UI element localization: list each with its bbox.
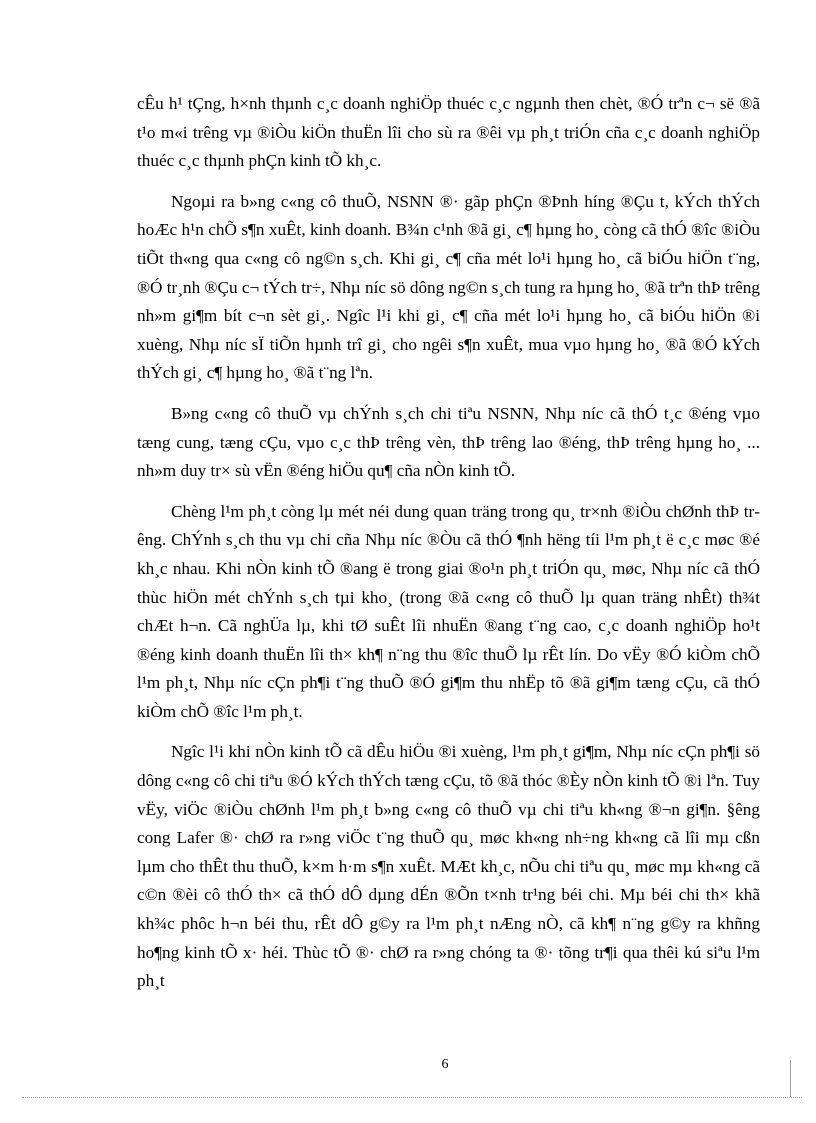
paragraph: B»ng c«ng cô thuÕ vµ chÝnh s¸ch chi tiªu NSNN, Nhµ níc cã thÓ t¸c ®éng vµo tæng cung, tæng cÇu, vµo c¸c thÞ trêng vèn, thÞ trêng lao ®éng, thÞ trêng hµng ho¸ ... nh»m duy tr× sù vËn ®éng hiÖu qu¶ cña nÒn kinh tÕ. (137, 403, 760, 481)
page-edge-divider (22, 1097, 802, 1098)
paragraph: Chèng l¹m ph¸t còng lµ mét néi dung quan träng trong qu¸ tr×nh ®iÒu chØnh thÞ trêng. ChÝnh s¸ch thu vµ chi cña Nhµ níc ®Òu cã thÓ ¶nh hëng tíi l¹m ph¸t ë c¸c møc ®é kh¸c nhau. Khi nÒn kinh tÕ ®ang ë trong giai ®o¹n ph¸t triÓn qu¸ møc, Nhµ níc cã thÓ thùc hiÖn mét chÝnh s¸ch tµi kho¸ (trong ®ã c«ng cô thuÕ lµ quan träng nhÊt) th¾t chÆt h¬n. Cã nghÜa lµ, khi tØ suÊt lîi nhuËn ®ang t¨ng cao, c¸c doanh nghiÖp ho¹t ®éng kinh doanh thuËn lîi th× kh¶ n¨ng thu ®îc thuÕ lµ rÊt lín. Do vËy ®Ó kiÒm chÕ l¹m ph¸t, Nhµ níc cÇn ph¶i t¨ng thuÕ ®Ó gi¶m thu nhËp tõ ®ã gi¶m tæng cÇu, cã thÓ kiÒm chÕ ®îc l¹m ph¸t. (137, 501, 760, 721)
paragraph: Ngoµi ra b»ng c«ng cô thuÕ, NSNN ®· gãp phÇn ®Þnh híng ®Çu t, kÝch thÝch hoÆc h¹n chÕ s¶n xuÊt, kinh doanh. B¾n c¹nh ®ã gi¸ c¶ hµng ho¸ còng cã thÓ ®îc ®iÒu tiÕt th«ng qua c«ng cô ng©n s¸ch. Khi gi¸ c¶ cña mét lo¹i hµng ho¸ cã biÓu hiÖn t¨ng, ®Ó tr¸nh ®Çu c¬ tÝch tr÷, Nhµ níc sö dông ng©n s¸ch tung ra hµng ho¸ ®ã trªn thÞ trêng nh»m gi¶m bít c¬n sèt gi¸. Ngîc l¹i khi gi¸ c¶ cña mét lo¹i hµng ho¸ cã biÓu hiÖn ®i xuèng, Nhµ níc sÏ tiÕn hµnh trî gi¸ cho ngêi s¶n xuÊt, mua vµo hµng ho¸ ®ã ®Ó kÝch thÝch gi¸ c¶ hµng ho¸ ®ã t¨ng lªn. (137, 191, 760, 383)
paragraph: Ngîc l¹i khi nÒn kinh tÕ cã dÊu hiÖu ®i xuèng, l¹m ph¸t gi¶m, Nhµ níc cÇn ph¶i sö dông c«ng cô chi tiªu ®Ó kÝch thÝch tæng cÇu, tõ ®ã thóc ®Èy nÒn kinh tÕ ®i lªn. Tuy vËy, viÖc ®iÒu chØnh l¹m ph¸t b»ng c«ng cô thuÕ vµ chi tiªu kh«ng ®¬n gi¶n. §êng cong Lafer ®· chØ ra r»ng viÖc t¨ng thuÕ qu¸ møc kh«ng nh÷ng kh«ng cã lîi mµ cßn lµm cho thÊt thu thuÕ, k×m h·m s¶n xuÊt. MÆt kh¸c, nÕu chi tiªu qu¸ møc mµ kh«ng cã c©n ®èi cô thÓ th× cã thÓ dÔ dµng dÉn ®Õn t×nh tr¹ng béi chi. Mµ béi chi th× khã kh¾c phôc h¬n béi thu, rÊt dÔ g©y ra l¹m ph¸t nÆng nÒ, cã kh¶ n¨ng g©y ra khñng ho¶ng kinh tÕ x· héi. Thùc tÕ ®· chØ ra r»ng chóng ta ®· tõng tr¶i qua thêi kú siªu l¹m ph¸t (137, 742, 760, 991)
paragraph: cÊu h¹ tÇng, h×nh thµnh c¸c doanh nghiÖp thuéc c¸c ngµnh then chèt, ®Ó trªn c¬ së ®ã t¹o m«i trêng vµ ®iÒu kiÖn thuËn lîi cho sù ra ®êi vµ ph¸t triÓn cña c¸c doanh nghiÖp thuéc c¸c thµnh phÇn kinh tÕ kh¸c. (137, 94, 760, 171)
document-body (137, 90, 760, 1008)
page-number: 6 (441, 1057, 449, 1072)
page-edge-marker (790, 1060, 791, 1097)
